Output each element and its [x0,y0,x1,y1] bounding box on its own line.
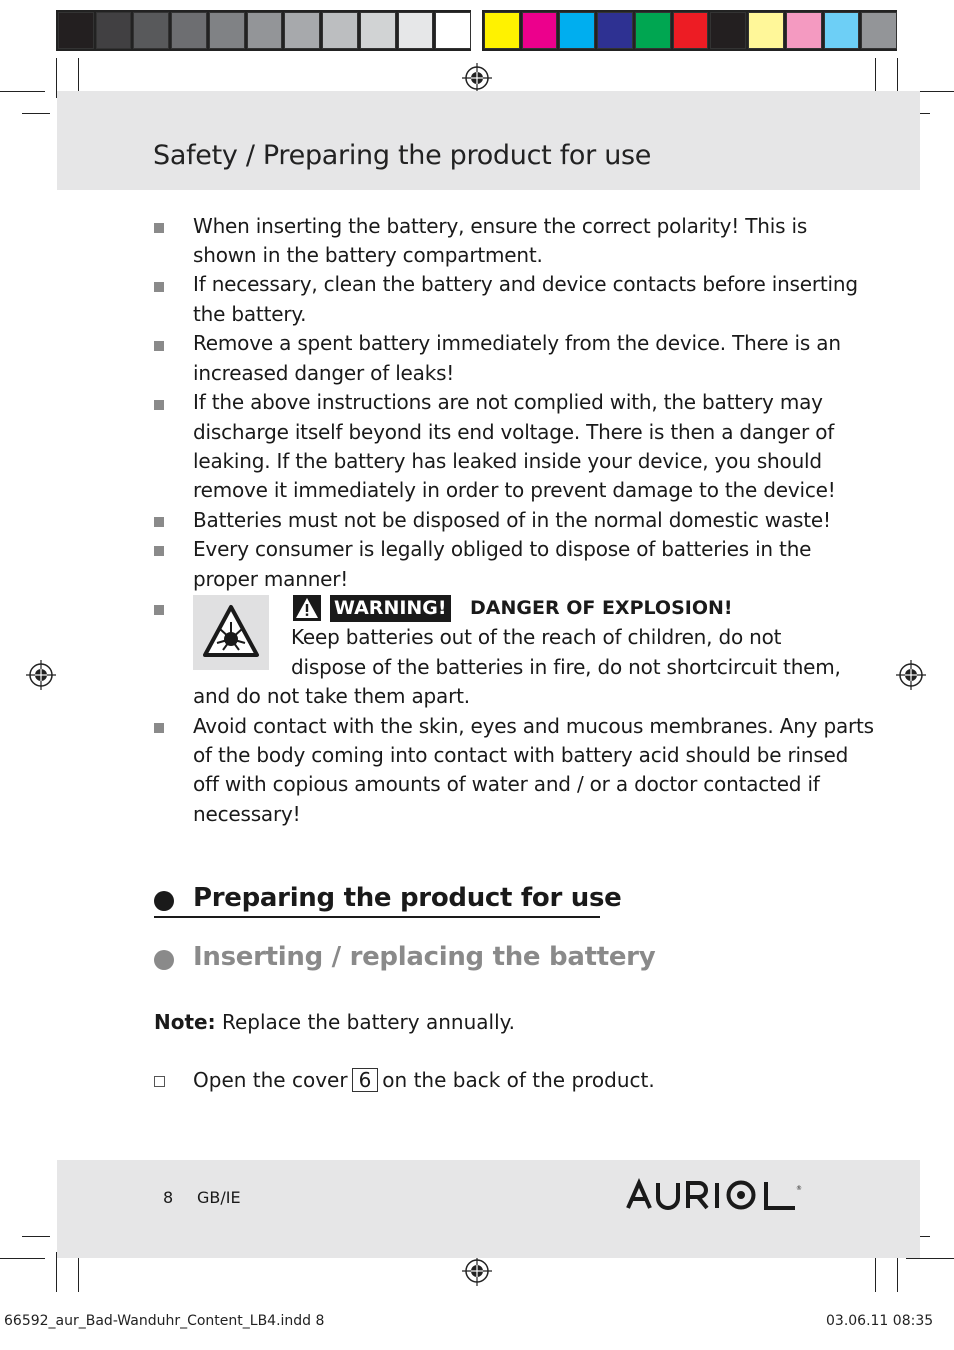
danger-heading: DANGER OF EXPLOSION! [470,597,733,619]
calibration-swatch [597,12,633,49]
calibration-swatch [786,12,822,49]
step-instruction [193,1066,655,1094]
calibration-swatch [861,12,897,49]
page-title: Safety / Preparing the product for use [153,140,652,171]
section-underline [154,916,600,918]
list-item-line: increased danger of leaks! [193,361,455,385]
calibration-swatch [522,12,558,49]
svg-text:®: ® [796,1185,802,1192]
registration-mark-icon [26,660,56,690]
warning-triangle-icon [293,595,321,621]
bullet-icon [154,223,164,233]
list-item-line: When inserting the battery, ensure the correct polarity! This is [193,214,808,238]
note-label: Note: [154,1010,216,1034]
calibration-swatch [559,12,595,49]
registration-mark-icon [462,63,492,93]
calibration-swatch [673,12,709,49]
slug-datetime: 03.06.11 08:35 [826,1313,934,1329]
slug-filename: 66592_aur_Bad-Wanduhr_Content_LB4.indd 8 [4,1313,325,1329]
bullet-icon [154,517,164,527]
bullet-icon [154,546,164,556]
calibration-swatch [360,12,396,49]
calibration-swatch [824,12,860,49]
list-item-line: remove it immediately in order to prevent damage to the device! [193,478,836,502]
calibration-swatch [284,12,320,49]
calibration-swatch [635,12,671,49]
step-text-before: Open the cover [193,1068,348,1092]
bullet-icon [154,282,164,292]
list-item-line: Batteries must not be disposed of in the normal domestic waste! [193,508,831,532]
calibration-swatch [209,12,245,49]
note [154,1008,515,1036]
note-text: Replace the battery annually. [221,1010,515,1034]
bullet-icon [154,341,164,351]
calibration-swatch [710,12,746,49]
step-text-after: on the back of the product. [382,1068,655,1092]
explosion-hazard-icon [193,595,269,670]
list-item-line: Every consumer is legally obliged to dispose of batteries in the [193,537,812,561]
page-number: 8 [163,1188,174,1207]
list-item-line: necessary! [193,802,301,826]
part-reference-box: 6 [352,1068,379,1092]
auriol-logo [625,1178,803,1212]
list-item-line: leaking. If the battery has leaked inside your device, you should [193,449,822,473]
warning-label: WARNING! [330,595,451,622]
bullet-icon [154,723,164,733]
registration-mark-icon [896,660,926,690]
calibration-swatch [748,12,784,49]
calibration-swatch [171,12,207,49]
list-item-line: discharge itself beyond its end voltage. There is then a danger of [193,420,835,444]
calibration-swatch [322,12,358,49]
language-code: GB/IE [197,1188,241,1207]
step-checkbox-icon [154,1076,165,1087]
calibration-swatch [58,12,94,49]
warning-text-line: and do not take them apart. [193,684,470,708]
bullet-icon [154,605,164,615]
calibration-swatch [398,12,434,49]
section-title-preparing: Preparing the product for use [193,883,622,913]
calibration-swatch [247,12,283,49]
warning-text-line: Keep batteries out of the reach of children, do not [291,625,782,649]
list-item-line: off with copious amounts of water and / or a doctor contacted if [193,772,820,796]
calibration-swatch [484,12,520,49]
list-item-line: Avoid contact with the skin, eyes and mucous membranes. Any parts [193,714,874,738]
subsection-bullet-icon [154,950,174,970]
calibration-swatch [96,12,132,49]
calibration-swatch [435,12,471,49]
list-item-line: the battery. [193,302,307,326]
registration-mark-icon [462,1256,492,1286]
bullet-icon [154,400,164,410]
warning-text-line: dispose of the batteries in fire, do not shortcircuit them, [291,655,841,679]
list-item-line: shown in the battery compartment. [193,243,543,267]
section-title-inserting: Inserting / replacing the battery [193,942,656,972]
list-item-line: If the above instructions are not complied with, the battery may [193,390,823,414]
list-item-line: Remove a spent battery immediately from the device. There is an [193,331,841,355]
section-bullet-icon [154,891,174,911]
list-item-line: of the body coming into contact with battery acid should be rinsed [193,743,849,767]
calibration-swatch [133,12,169,49]
list-item-line: proper manner! [193,567,349,591]
list-item-line: If necessary, clean the battery and device contacts before inserting [193,272,858,296]
